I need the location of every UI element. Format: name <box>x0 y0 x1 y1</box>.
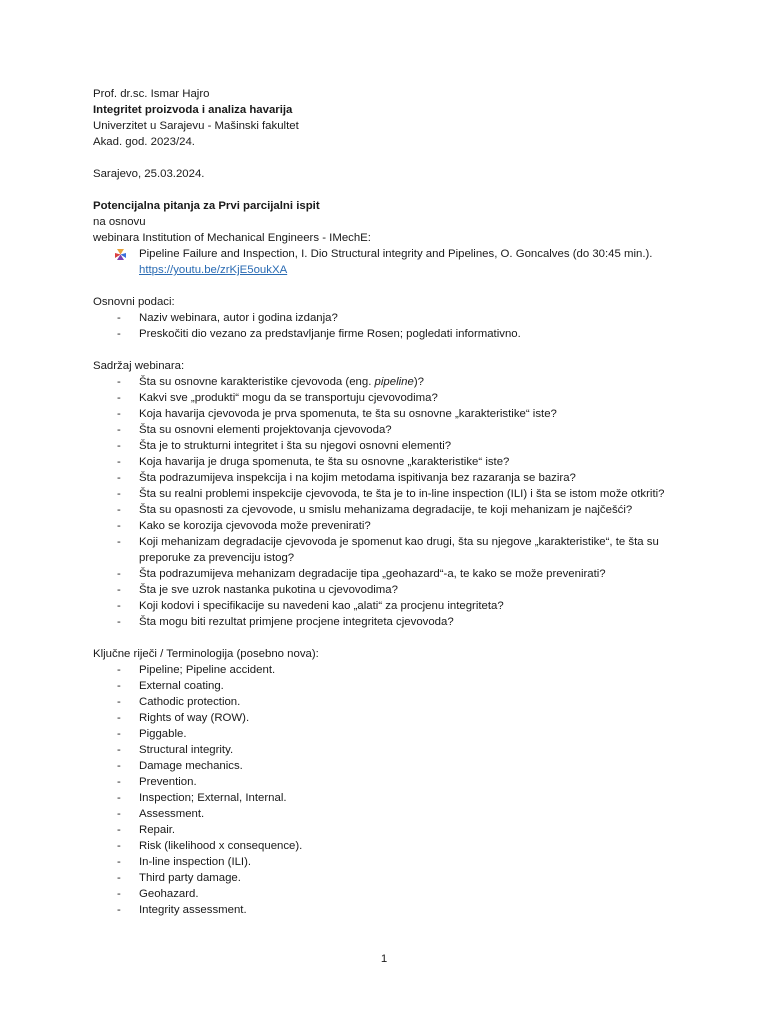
dash-marker: - <box>117 392 121 404</box>
dash-marker: - <box>117 760 121 772</box>
arrow-bullet-icon <box>115 249 126 260</box>
keyword-item: - Structural integrity. <box>117 744 234 756</box>
keywords-list <box>93 662 683 918</box>
question-item: - Šta su realni problemi inspekcije cjevovoda, te šta je to in-line inspection (ILI) i šta se istom može otkriti? <box>117 488 665 500</box>
dash-marker: - <box>117 696 121 708</box>
course-title: Integritet proizvoda i analiza havarija <box>93 104 293 116</box>
dash-marker: - <box>117 616 121 628</box>
keyword-item: - In-line inspection (ILI). <box>117 856 252 868</box>
dash-marker: - <box>117 504 121 516</box>
dash-marker: - <box>117 376 121 388</box>
dash-marker: - <box>117 312 121 324</box>
dash-marker: - <box>117 488 121 500</box>
question-item: - Šta su opasnosti za cjevovode, u smislu mehanizama degradacije, te koji mehanizam je najčešći? <box>117 504 633 516</box>
keyword-item: - Repair. <box>117 824 176 836</box>
dash-marker: - <box>117 584 121 596</box>
keyword-item: - Inspection; External, Internal. <box>117 792 287 804</box>
dash-marker: - <box>117 744 121 756</box>
keyword-item: - Rights of way (ROW). <box>117 712 250 724</box>
keywords-heading: Ključne riječi / Terminologija (posebno nova): <box>93 648 319 660</box>
keyword-item: - External coating. <box>117 680 224 692</box>
place-date: Sarajevo, 25.03.2024. <box>93 168 205 180</box>
dash-marker: - <box>117 888 121 900</box>
dash-marker: - <box>117 664 121 676</box>
dash-marker: - <box>117 856 121 868</box>
webinar-youtube-link[interactable]: https://youtu.be/zrKjE5oukXA <box>139 264 288 276</box>
question-item: - Kakvi sve „produkti“ mogu da se transportuju cjevovodima? <box>117 392 438 404</box>
keyword-item: - Risk (likelihood x consequence). <box>117 840 303 852</box>
keyword-item: - Pipeline; Pipeline accident. <box>117 664 276 676</box>
keyword-item: - Integrity assessment. <box>117 904 247 916</box>
intro-line-1: na osnovu <box>93 216 146 228</box>
intro-line-2: webinara Institution of Mechanical Engineers - IMechE: <box>93 232 371 244</box>
dash-marker: - <box>117 568 121 580</box>
dash-marker: - <box>117 408 121 420</box>
academic-year: Akad. god. 2023/24. <box>93 136 195 148</box>
dash-marker: - <box>117 792 121 804</box>
question-item: - Kako se korozija cjevovoda može prevenirati? <box>117 520 371 532</box>
dash-marker: - <box>117 680 121 692</box>
list-item: - Preskočiti dio vezano za predstavljanje firme Rosen; pogledati informativno. <box>117 328 521 340</box>
keyword-item: - Third party damage. <box>117 872 241 884</box>
question-item: - Šta je sve uzrok nastanka pukotina u cjevovodima? <box>117 584 398 596</box>
keyword-item: - Piggable. <box>117 728 187 740</box>
dash-marker: - <box>117 808 121 820</box>
question-item: - Šta su osnovni elementi projektovanja cjevovoda? <box>117 424 392 436</box>
keyword-item: - Prevention. <box>117 776 197 788</box>
webinar-content-heading: Sadržaj webinara: <box>93 360 185 372</box>
dash-marker: - <box>117 536 121 548</box>
document-page <box>93 86 683 918</box>
dash-marker: - <box>117 328 121 340</box>
question-item: - Koji kodovi i specifikacije su navedeni kao „alati“ za procjenu integriteta? <box>117 600 504 612</box>
dash-marker: - <box>117 712 121 724</box>
exam-questions-title: Potencijalna pitanja za Prvi parcijalni ispit <box>93 200 320 212</box>
webinar-title: Pipeline Failure and Inspection, I. Dio Structural integrity and Pipelines, O. Goncalves (do 30:45 min.). <box>139 248 653 260</box>
question-item: - Šta mogu biti rezultat primjene procjene integriteta cjevovoda? <box>117 616 454 628</box>
dash-marker: - <box>117 824 121 836</box>
question-item: - Koja havarija je druga spomenuta, te šta su osnovne „karakteristike“ iste? <box>117 456 510 468</box>
dash-marker: - <box>117 840 121 852</box>
keyword-item: - Cathodic protection. <box>117 696 241 708</box>
basic-info-heading: Osnovni podaci: <box>93 296 175 308</box>
dash-marker: - <box>117 440 121 452</box>
question-item: - Koji mehanizam degradacije cjevovoda je spomenut kao drugi, šta su njegove „karakteristike“, te šta su preporuke za prevenciju istog? <box>117 536 659 564</box>
dash-marker: - <box>117 872 121 884</box>
webinar-questions-list <box>93 374 683 630</box>
webinar-reference <box>93 246 683 278</box>
dash-marker: - <box>117 520 121 532</box>
basic-info-list <box>93 310 683 342</box>
dash-marker: - <box>117 424 121 436</box>
list-item: - Naziv webinara, autor i godina izdanja? <box>117 312 338 324</box>
question-item: - Šta podrazumijeva mehanizam degradacije tipa „geohazard“-a, te kako se može prevenirati? <box>117 568 606 580</box>
keyword-item: - Damage mechanics. <box>117 760 243 772</box>
question-item: - Šta je to strukturni integritet i šta su njegovi osnovni elementi? <box>117 440 452 452</box>
dash-marker: - <box>117 776 121 788</box>
keyword-item: - Assessment. <box>117 808 205 820</box>
page-number: 1 <box>380 953 388 965</box>
dash-marker: - <box>117 600 121 612</box>
dash-marker: - <box>117 904 121 916</box>
dash-marker: - <box>117 456 121 468</box>
question-item: - Šta podrazumijeva inspekcija i na kojim metodama ispitivanja bez razaranja se bazira? <box>117 472 576 484</box>
dash-marker: - <box>117 728 121 740</box>
question-item: - Koja havarija cjevovoda je prva spomenuta, te šta su osnovne „karakteristike“ iste? <box>117 408 557 420</box>
author-line: Prof. dr.sc. Ismar Hajro <box>93 88 210 100</box>
university-line: Univerzitet u Sarajevu - Mašinski fakultet <box>93 120 299 132</box>
question-item: - Šta su osnovne karakteristike cjevovoda (eng. pipeline)? <box>117 376 424 388</box>
dash-marker: - <box>117 472 121 484</box>
keyword-item: - Geohazard. <box>117 888 199 900</box>
